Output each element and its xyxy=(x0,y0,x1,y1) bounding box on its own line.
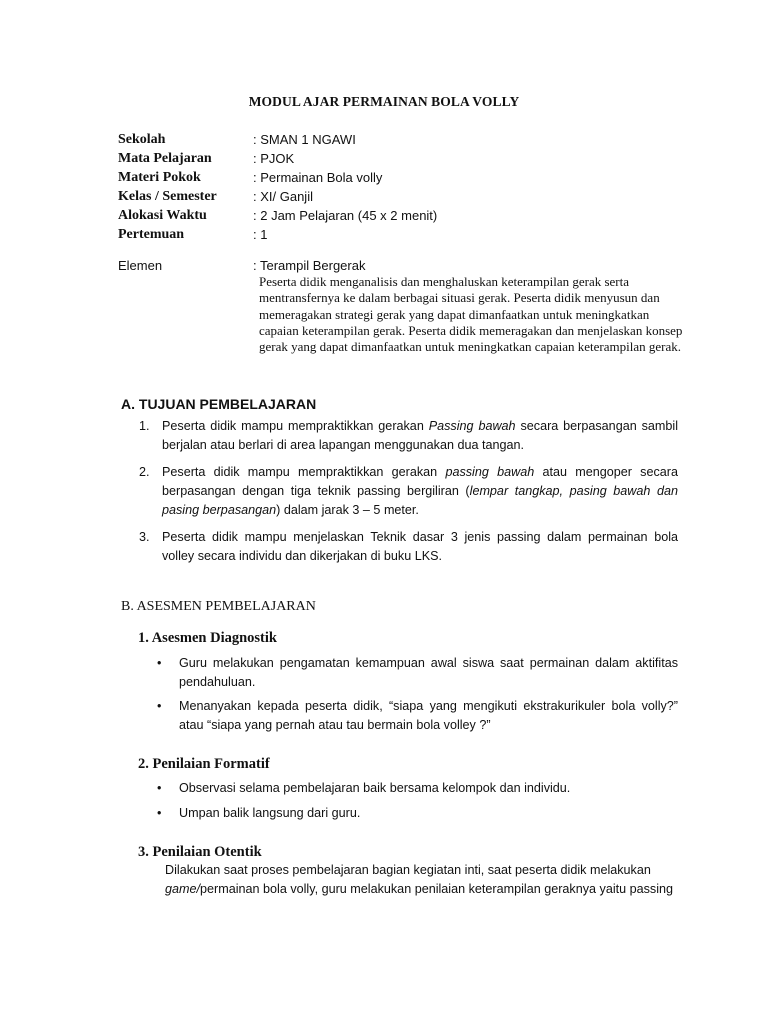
document-title: MODUL AJAR PERMAINAN BOLA VOLLY xyxy=(248,94,520,109)
formatif-heading: 2. Penilaian Formatif xyxy=(138,756,270,772)
diagnostik-list xyxy=(155,654,678,740)
item-emphasis: Passing bawah xyxy=(428,419,516,433)
bullet-icon: • xyxy=(157,781,162,795)
list-item xyxy=(155,654,678,691)
info-row-kelas-semester xyxy=(118,187,678,206)
list-item xyxy=(137,528,678,566)
list-number: 2. xyxy=(139,465,150,479)
item-text: Peserta didik mampu mempraktikkan gerakan xyxy=(162,419,429,433)
formatif-list xyxy=(155,779,678,828)
item-emphasis: passing bawah xyxy=(445,465,535,479)
elemen-label: Elemen xyxy=(118,258,163,273)
list-item xyxy=(155,804,678,823)
item-text: atau mengoper secara berpasangan dengan tiga teknik passing bergiliran ( xyxy=(162,465,678,498)
item-text: Peserta didik mampu menjelaskan Teknik dasar 3 jenis passing dalam permainan bola volley secara individu dan dikerjakan di buku LKS. xyxy=(162,530,678,563)
info-label: Pertemuan xyxy=(118,227,185,242)
info-value: : 1 xyxy=(253,227,268,242)
otentik-heading: 3. Penilaian Otentik xyxy=(138,844,262,860)
bullet-icon: • xyxy=(157,805,162,820)
item-text: Observasi selama pembelajaran baik bersama kelompok dan individu. xyxy=(179,781,571,795)
item-emphasis: lempar tangkap, pasing bawah dan pasing berpasangan xyxy=(162,484,678,517)
diagnostik-heading: 1. Asesmen Diagnostik xyxy=(138,630,277,646)
elemen-description: Peserta didik menganalisis dan menghaluskan keterampilan gerak serta mentransfernya ke dalam berbagai situasi gerak. Peserta didik menyusun dan memeragakan strategi gerak yang dapat dimanfaatkan untuk meningkatkan capaian keterampilan gerak. Peserta didik memeragakan dan menjelaskan konsep gerak yang dapat dimanfaatkan untuk meningkatkan capaian keterampilan gerak. xyxy=(259,274,683,355)
info-value: : 2 Jam Pelajaran (45 x 2 menit) xyxy=(253,208,438,223)
list-item xyxy=(137,417,678,455)
info-label: Sekolah xyxy=(118,132,166,147)
item-text: Guru melakukan pengamatan kemampuan awal siswa saat permainan dalam aktifitas pendahuluan. xyxy=(179,656,678,689)
bullet-icon: • xyxy=(157,699,162,713)
tujuan-list xyxy=(137,417,678,574)
list-item xyxy=(155,779,678,798)
info-value: : PJOK xyxy=(253,151,295,166)
otentik-paragraph xyxy=(165,861,678,899)
info-row-pertemuan xyxy=(118,225,678,244)
elemen-value: : Terampil Bergerak xyxy=(253,258,366,273)
info-label: Kelas / Semester xyxy=(118,189,217,204)
info-label: Mata Pelajaran xyxy=(118,151,212,166)
list-item xyxy=(137,463,678,520)
list-number: 1. xyxy=(139,419,150,433)
paragraph-text: Dilakukan saat proses pembelajaran bagian kegiatan inti, saat peserta didik melakukan xyxy=(165,863,651,877)
info-label: Materi Pokok xyxy=(118,170,201,185)
section-a-heading: A. TUJUAN PEMBELAJARAN xyxy=(121,396,317,412)
item-text: ) dalam jarak 3 – 5 meter. xyxy=(276,503,419,517)
paragraph-emphasis: game/ xyxy=(165,882,201,896)
info-value: : Permainan Bola volly xyxy=(253,170,383,185)
info-label: Alokasi Waktu xyxy=(118,208,207,223)
list-item xyxy=(155,697,678,734)
info-row-materi-pokok xyxy=(118,168,678,187)
list-number: 3. xyxy=(139,530,150,544)
bullet-icon: • xyxy=(157,656,162,670)
info-value: : XI/ Ganjil xyxy=(253,189,313,204)
item-text: Menanyakan kepada peserta didik, “siapa yang mengikuti ekstrakurikuler bola volly?” atau “siapa yang pernah atau tau bermain bola volley ?” xyxy=(179,699,678,732)
identity-table xyxy=(118,130,678,244)
info-value: : SMAN 1 NGAWI xyxy=(253,132,356,147)
paragraph-text: permainan bola volly, guru melakukan penilaian keterampilan geraknya yaitu passing xyxy=(200,882,674,896)
section-b-heading: B. ASESMEN PEMBELAJARAN xyxy=(121,599,316,614)
info-row-mata-pelajaran xyxy=(118,149,678,168)
item-text: secara berpasangan sambil berjalan atau berlari di area lapangan menggunakan dua tangan. xyxy=(162,419,679,452)
info-row-sekolah xyxy=(118,130,678,149)
info-row-alokasi-waktu xyxy=(118,206,678,225)
item-text: Umpan balik langsung dari guru. xyxy=(179,805,361,820)
item-text: Peserta didik mampu mempraktikkan gerakan xyxy=(162,465,446,479)
